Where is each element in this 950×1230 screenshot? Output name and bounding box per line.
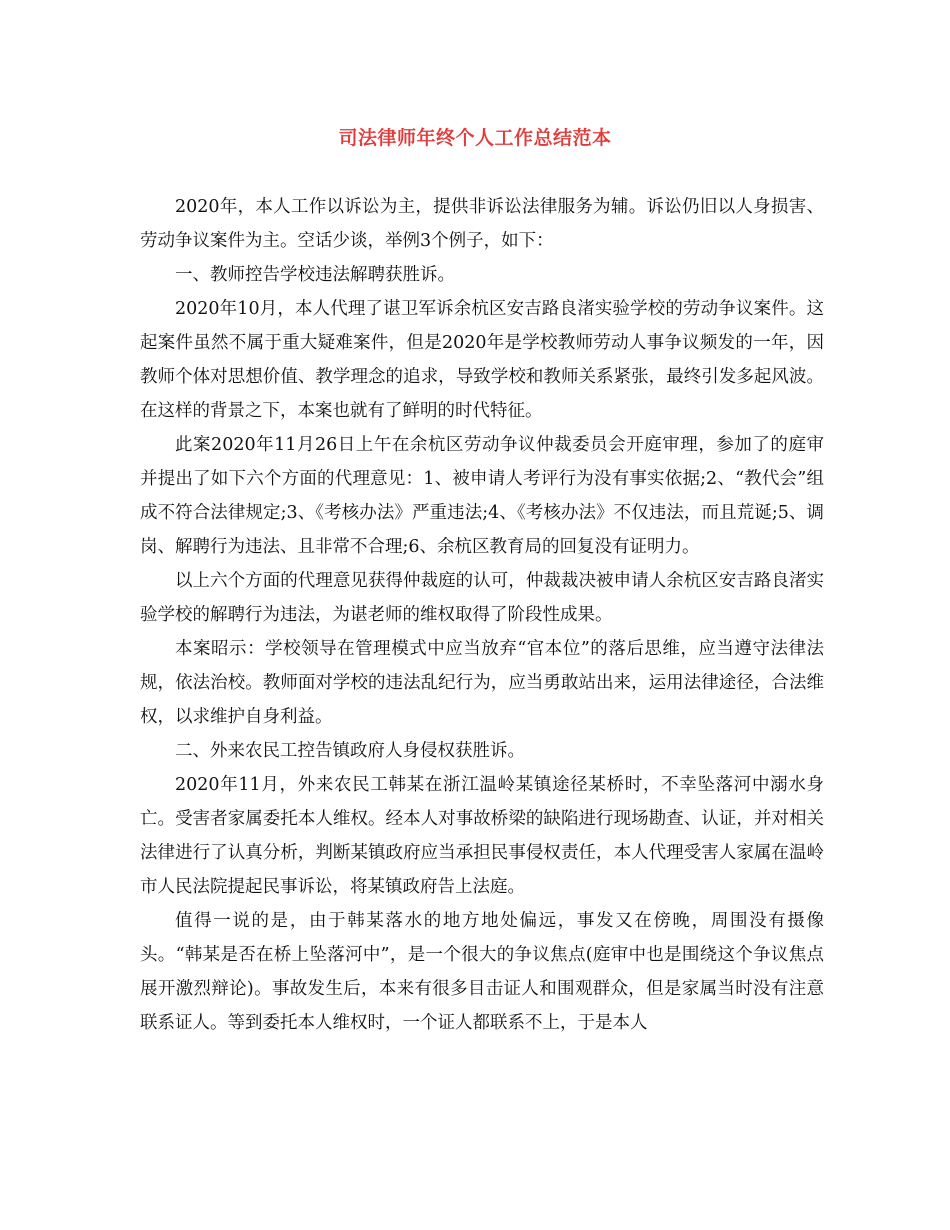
section-heading-1: 一、教师控告学校违法解聘获胜诉。	[175, 265, 455, 285]
document-title: 司法律师年终个人工作总结范本	[338, 127, 612, 149]
paragraph-case2-background: 2020年11月，外来农民工韩某在浙江温岭某镇途径某桥时，不幸坠落河中溺水身亡。受害者家属委托本人维权。经本人对事故桥梁的缺陷进行现场勘查、认证，并对相关法律进行了认真分析，判断某镇政府应当承担民事侵权责任，本人代理受害人家属在温岭市人民法院提起民事诉讼，将某镇政府告上法庭。	[140, 775, 824, 897]
paragraph-intro: 2020年，本人工作以诉讼为主，提供非诉讼法律服务为辅。诉讼仍旧以人身损害、劳动争议案件为主。空话少谈，举例3个例子，如下：	[140, 197, 824, 251]
section-heading-2: 二、外来农民工控告镇政府人身侵权获胜诉。	[175, 741, 525, 761]
paragraph-case1-background: 2020年10月，本人代理了谌卫军诉余杭区安吉路良渚实验学校的劳动争议案件。这起案件虽然不属于重大疑难案件，但是2020年是学校教师劳动人事争议频发的一年，因教师个体对思想价值、教学理念的追求，导致学校和教师关系紧张，最终引发多起风波。在这样的背景之下，本案也就有了鲜明的时代特征。	[140, 299, 824, 421]
paragraph-case1-hearing: 此案2020年11月26日上午在余杭区劳动争议仲裁委员会开庭审理，参加了的庭审并提出了如下六个方面的代理意见：1、被申请人考评行为没有事实依据;2、“教代会”组成不符合法律规定;3、《考核办法》严重违法;4、《考核办法》不仅违法，而且荒诞;5、调岗、解聘行为违法、且非常不合理;6、余杭区教育局的回复没有证明力。	[140, 435, 824, 557]
document-body	[140, 190, 824, 1040]
paragraph-case2-dispute: 值得一说的是，由于韩某落水的地方地处偏远，事发又在傍晚，周围没有摄像头。“韩某是否在桥上坠落河中”，是一个很大的争议焦点(庭审中也是围绕这个争议焦点展开激烈辩论)。事故发生后，本来有很多目击证人和围观群众，但是家属当时没有注意联系证人。等到委托本人维权时，一个证人都联系不上，于是本人	[140, 911, 824, 1033]
paragraph-case1-result: 以上六个方面的代理意见获得仲裁庭的认可，仲裁裁决被申请人余杭区安吉路良渚实验学校的解聘行为违法，为谌老师的维权取得了阶段性成果。	[140, 571, 824, 625]
paragraph-case1-lesson: 本案昭示：学校领导在管理模式中应当放弃“官本位”的落后思维，应当遵守法律法规，依法治校。教师面对学校的违法乱纪行为，应当勇敢站出来，运用法律途径，合法维权，以求维护自身利益。	[140, 639, 824, 727]
